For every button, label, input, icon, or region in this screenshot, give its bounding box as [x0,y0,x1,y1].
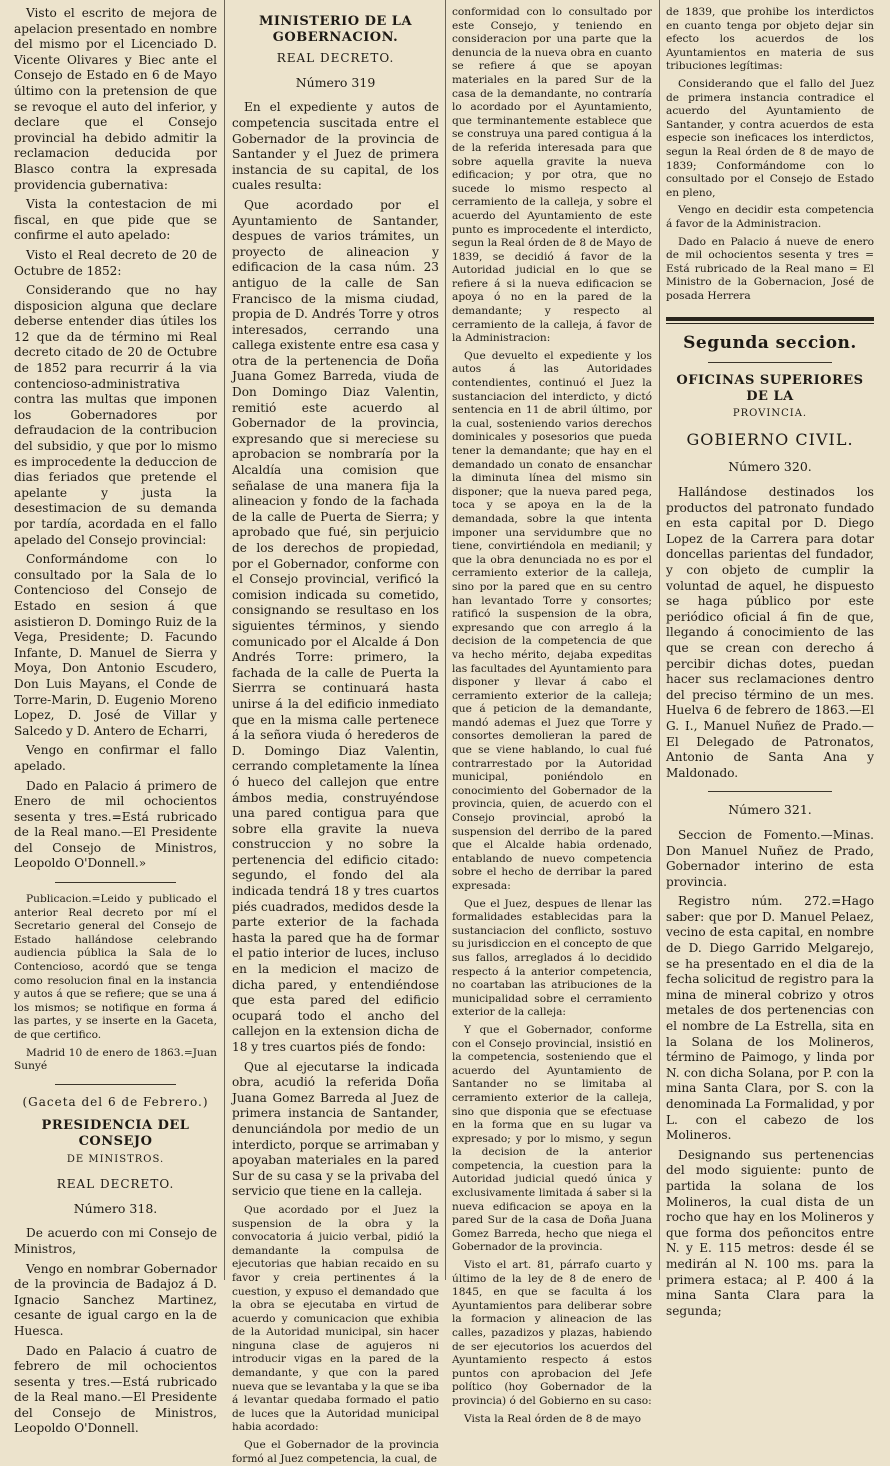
separator [708,791,833,792]
column-divider [224,0,225,1280]
decree-heading: REAL DECRETO. [276,51,395,66]
section-heading: PRESIDENCIA DEL CONSEJO [41,1118,190,1149]
gaceta-note: (Gaceta del 6 de Febrero.) [22,1094,209,1109]
column-1 [14,6,217,1436]
column-2 [232,6,439,1465]
paragraph: Vengo en nombrar Gobernador de la provincia de Badajoz á D. Ignacio Sanchez Martinez, cesante de igual cargo en la de Huesca. [14,1261,217,1338]
section-rule [666,317,874,321]
signature-line: Madrid 10 de enero de 1863.=Juan Sunyé [14,1046,217,1073]
section-subheading: PROVINCIA. [732,408,808,420]
paragraph: Vista la contestacion de mi fiscal, en que pide que se confirme el auto apelado: [14,197,217,243]
section-rule [666,323,874,324]
paragraph: Que devuelto el expediente y los autos á las Autoridades contendientes, continuó el Juez la sustanciacion del interdicto, y dictó sentencia en 11 de abril último, por la cual, sosteniendo varios derechos dominicales y posesorios que pueda tener la demandante; que hay en el demandado un conato de ensanchar la diminuta línea del mismo sin disponer; que la nueva pared pega, toca y se apoya en la de la demandada, sobre la que intenta imponer una servidumbre que no tiene, convirtiéndola en medianil; y que la obra denunciada no es por el cerramiento exterior de la calleja, sino por la pared que en su centro han levantado Torre y consortes; ratificó la suspension de la obra, expresando que con arreglo á la decision de la competencia de que va hecho mérito, dejaba expeditas las facultades del Ayuntamiento para disponer y llevar á cabo el cerramiento exterior de la calleja; que á peticion de la demandante, mandó ademas el Juez que Torre y consortes demolieran la pared de que se viene hablando, lo cual fué contrarrestado por la Autoridad municipal, poniéndolo en conocimiento del Gobernador de la provincia, quien, de acuerdo con el Consejo provincial, aprobó la suspension del derribo de la pared que el Alcalde habia ordenado, entablando de nuevo competencia sobre el hecho de derribar la pared expresada: [452,349,652,892]
paragraph: Vista la Real órden de 8 de mayo [464,1412,641,1425]
notice-number: Número 320. [728,459,812,475]
paragraph: Que el Gobernador de la provincia formó al Juez competencia, la cual, de [232,1439,439,1465]
separator [55,1084,177,1085]
column-divider [659,0,660,1280]
paragraph: Que al ejecutarse la indicada obra, acudió la referida Doña Juana Gomez Barreda al Juez de primera instancia de Santander, denunciándola por medio de un interdicto, porque se arrimaban y apoyaban materiales en la pared Sur de su casa y se la privaba del servicio que tiene en la calleja. [232,1059,439,1199]
paragraph: Considerando que no hay disposicion alguna que declare deberse entender dias útiles los 12 que da de término mi Real decreto citado de 20 de Octubre de 1852 para recurrir á la via contencioso-administrativa contra las multas que imponen los Gobernadores por defraudacion de la contribucion del subsidio, y que por lo mismo es improcedente la deduccion de dias feriados que pretende el apelante y justa la desestimacion de su demanda por tardía, acordada en el fallo apelado del Consejo provincial: [14,283,217,547]
paragraph: de 1839, que prohibe los interdictos en cuanto tenga por objeto dejar sin efecto los acuerdos de los Ayuntamientos en materia de sus tribuciones legítimas: [666,6,874,73]
paragraph: Vengo en decidir esta competencia á favor de la Administracion. [666,204,874,230]
paragraph: Designando sus pertenencias del modo siguiente: punto de partida la solana de los Molineros, la cual dista de un rocho que hay en los Molineros y que forma dos peñoncitos entre N. y E. 115 metros: desde él se medirán al N. 100 ms. para la primera estaca; al P. 400 á la mina Santa Clara para la segunda; [666,1147,874,1318]
paragraph: De acuerdo con mi Consejo de Ministros, [14,1226,217,1256]
section-heading: OFICINAS SUPERIORES DE LA [676,373,864,404]
decree-number: Número 319 [295,74,376,90]
column-3 [452,6,652,1425]
decree-heading: REAL DECRETO. [56,1177,175,1192]
paragraph: En el expediente y autos de competencia suscitada entre el Gobernador de la provincia de Santander y el Juez de primera instancia de su capital, de los cuales resulta: [232,100,439,193]
paragraph: Seccion de Fomento.—Minas. Don Manuel Nuñez de Prado, Gobernador interino de esta provincia. [666,827,874,889]
paragraph: Visto el Real decreto de 20 de Octubre de 1852: [14,247,217,278]
separator [708,362,833,363]
paragraph: Dado en Palacio á nueve de enero de mil ochocientos sesenta y tres = Está rubricado de la Real mano = El Ministro de la Gobernacion, José de posada Herrera [666,235,874,302]
paragraph: Y que el Gobernador, conforme con el Consejo provincial, insistió en la competencia, sosteniendo que el acuerdo del Ayuntamiento de Santander no se limitaba al cerramiento exterior de la calleja, sino que disponia que se efectuase en la forma que en su lugar va expresado; y por lo mismo, y segun la decision de la anterior competencia, la cuestion para la Autoridad judicial quedó única y exclusivamente limitada á saber si la nueva edificacion se apoya en la pared Sur de la casa de Doña Juana Gomez Barreda, hecho que niega el Gobernador de la provincia. [452,1023,652,1254]
paragraph: Que acordado por el Ayuntamiento de Santander, despues de varios trámites, un proyecto de alineacion y edificacion de la casa núm. 23 antiguo de la calle de San Francisco de la misma ciudad, propia de D. Andrés Torre y otros interesados, cerrando una callega existente entre esa casa y otra de la pertenencia de Doña Juana Gomez Barreda, viuda de Don Domingo Diaz Valentin, remitió este acuerdo al Gobernador de la provincia, expresando que si mereciese su aprobacion se nombraría por la Alcaldía una comision que señalase de una manera fija la alineacion y fondo de la fachada de la calle de Puerta de Sierra; y aprobado que fué, sin perjuicio de los derechos de propiedad, por el Gobernador, conforme con el Consejo provincial, verificó la comision indicada su cometido, consignando se resultaso en los siguientes términos, y siendo comunicado por el Alcalde á Don Andrés Torre: primero, la fachada de la calle de Puerta la Sierrra se continuará hasta unirse á la del edificio inmediato que en la misma calle pertenece á la señora viuda ó herederos de D. Domingo Diaz Valentin, cerrando completamente la línea ó hueco del callejon que entre ámbos media, construyéndose una pared contigua para que sobre ella gravite la nueva construccion y no sobre la pertenencia del edificio citado: segundo, el fondo del ala indicada tendrá 18 y tres cuartos piés cuadrados, medidos desde la parte exterior de la fachada hasta la pared que ha de formar el patio interior de luces, incluso en la medicion el macizo de dicha pared, y entendiéndose que esta pared del edificio ocupará todo el ancho del callejon en la extension dicha de 18 y tres cuartos piés de fondo: [232,197,439,1054]
decree-number: Número 318. [73,1200,158,1216]
section-subheading: DE MINISTROS. [66,1153,165,1165]
paragraph: Vengo en confirmar el fallo apelado. [14,743,217,773]
paragraph: Que acordado por el Juez la suspension de la obra y la convocatoria á juicio verbal, pidió la demandante la compulsa de ejecutorias que habian recaido en su favor y creia pertinentes á la cuestion, y expuso el demandado que la obra se ejecutaba en virtud de acuerdo y comunicacion que exhibia de la Autoridad municipal, sin hacer ninguna clase de agujeros ni introducir vigas en la pared de la demandante, y que con la pared nueva que se levantaba y la que se iba á levantar quedaba formado el patio de luces que la Autoridad municipal habia acordado: [232,1203,439,1434]
column-divider [445,0,446,1280]
column-4 [666,6,874,1318]
paragraph: Considerando que el fallo del Juez de primera instancia contradice el acuerdo del Ayuntamiento de Santander, y contra acuerdos de esta especie son ineficaces los interdictos, segun la Real órden de 8 de mayo de 1839; Conformándome con lo consultado por el Consejo de Estado en pleno, [666,77,874,199]
section-title: Segunda seccion. [683,333,857,354]
separator [55,882,177,883]
paragraph: Que el Juez, despues de llenar las formalidades establecidas para la sustanciacion del conflicto, sostuvo su jurisdiccion en el concepto de que sus fallos, arreglados á lo decidido respecto á la anterior competencia, no coartaban las atribuciones de la municipalidad sobre el cerramiento exterior de la calleja: [452,897,652,1019]
paragraph: Dado en Palacio á primero de Enero de mil ochocientos sesenta y tres.=Está rubricado de la Real mano.—El Presidente del Consejo de Ministros, Leopoldo O'Donnell.» [14,778,217,871]
paragraph: Visto el escrito de mejora de apelacion presentado en nombre del mismo por el Licenciado D. Vicente Olivares y Biec ante el Consejo de Estado en 6 de Mayo último con la pretension de que se revoque el auto del inferior, y declare que el Consejo provincial ha debido admitir la reclamacion deducida por Blasco contra la expresada providencia gubernativa: [14,6,217,192]
paragraph: Visto el art. 81, párrafo cuarto y último de la ley de 8 de enero de 1845, en que se faculta á los Ayuntamientos para deliberar sobre la formacion y alineacion de las calles, pazadizos y plazas, habiendo de ser ejecutorios los acuerdos del Ayuntamiento respecto á estos puntos con aprobacion del Jefe político (hoy Gobernador de la provincia) ó del Gobierno en su caso: [452,1259,652,1407]
paragraph: conformidad con lo consultado por este Consejo, y teniendo en consideracion por una parte que la denuncia de la nueva obra en cuanto se refiere á que se apoyan materiales en la pared Sur de la casa de la demandante, no contraría lo acordado por el Ayuntamiento, que terminantemente establece que se construya una pared contigua á la de la referida interesada para que sobre aquella gravite la nueva edificacion; y por otra, que no sucede lo mismo respecto al cerramiento de la calleja, y sobre el acuerdo del Ayuntamiento de este punto es improcedente el interdicto, segun la Real órden de 8 de Mayo de 1839, se decidió á favor de la Autoridad judicial en lo que se refiere á si la nueva edificacion se apoya ó no en la pared de la demandante; y respecto al cerramiento de la calleja, á favor de la Administracion: [452,6,652,345]
paragraph: Conformándome con lo consultado por la Sala de lo Contencioso del Consejo de Estado en sesion á que asistieron D. Domingo Ruiz de la Vega, Presidente; D. Facundo Infante, D. Manuel de Sierra y Moya, Don Antonio Escudero, Don Luis Mayans, el Conde de Torre-Marin, D. Eugenio Moreno Lopez, D. José de Villar y Salcedo y D. Antero de Echarri, [14,552,217,738]
notice-number: Número 321. [728,802,812,818]
section-heading: MINISTERIO DE LA GOBERNACION. [258,14,413,45]
paragraph: Hallándose destinados los productos del patronato fundado en esta capital por D. Diego Lopez de la Carrera para dotar doncellas parientas del fundador, y con objeto de cumplir la voluntad de aquel, he dispuesto se haga público por este periódico oficial á fin de que, llegando á conocimiento de las que se crean con derecho á percibir dichas dotes, puedan hacer sus reclamaciones dentro del preciso término de un mes. Huelva 6 de febrero de 1863.—El G. I., Manuel Nuñez de Prado.—El Delegado de Patronatos, Antonio de Santa Ana y Maldonado. [666,485,874,780]
publication-note: Publicacion.=Leido y publicado el anterior Real decreto por mí el Secretario general del Consejo de Estado hallándose celebrando audiencia pública la Sala de lo Contencioso, acordó que se tenga como resolucion final en la instancia y autos á que se refiere; que se una á los mismos; se notifique en forma á las partes, y se inserte en la Gaceta, de que certifico. [14,893,217,1041]
paragraph: Registro núm. 272.=Hago saber: que por D. Manuel Pelaez, vecino de esta capital, en nombre de D. Diego Garrido Melgarejo, se ha presentado en el dia de la fecha solicitud de registro para la mina de mineral cobrizo y otros metales de dos pertenencias con el nombre de La Estrella, sita en la Solana de los Molineros, término de Paimogo, y linda por N. con dicha Solana, por P. con la mina Santa Clara, por S. con la denominada La Formalidad, y por L. con el cabezo de los Molineros. [666,894,874,1143]
paragraph: Dado en Palacio á cuatro de febrero de mil ochocientos sesenta y tres.—Está rubricado de la Real mano.—El Presidente del Consejo de Ministros, Leopoldo O'Donnell. [14,1343,217,1436]
section-heading: GOBIERNO CIVIL. [686,429,854,449]
